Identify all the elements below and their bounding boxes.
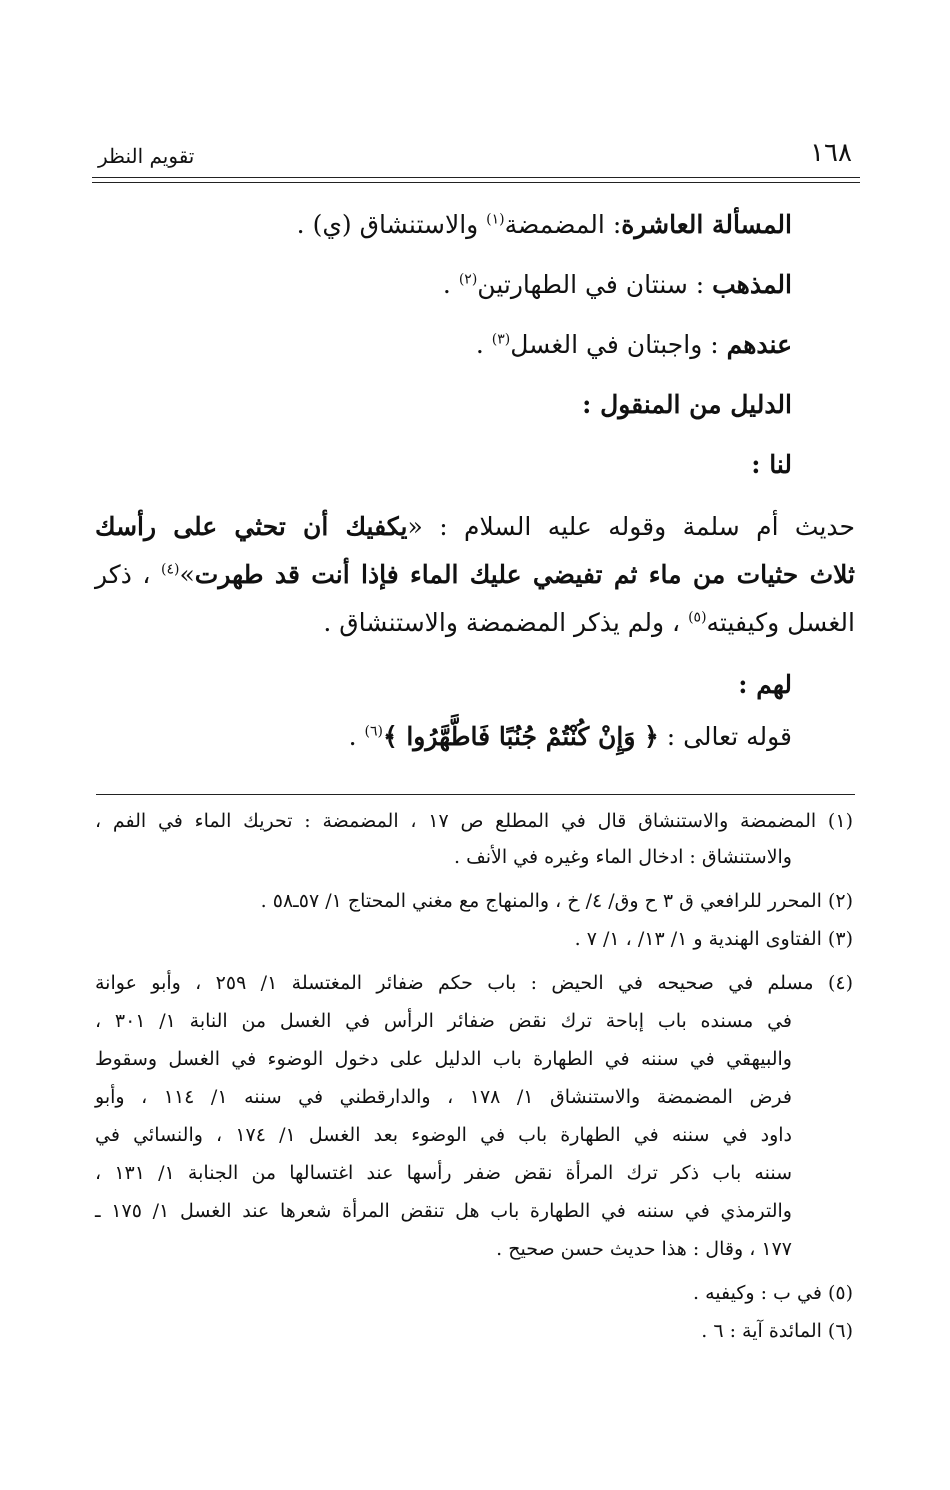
footnote-ref-5[interactable]: (٥) bbox=[688, 609, 707, 626]
footnote-1-line-2: والاستنشاق : ادخال الماء وغيره في الأنف . bbox=[453, 846, 792, 868]
footnote-4-line-6: سننه باب ذكر ترك المرأة نقض ضفر رأسها عند اغتسالها من الجنابة ١/ ١٣١ ، bbox=[95, 1162, 792, 1184]
indahum-end: . bbox=[475, 330, 492, 359]
footnote-ref-1[interactable]: (١) bbox=[486, 211, 505, 228]
page-number: ١٦٨ bbox=[810, 138, 852, 168]
verse-intro: قوله تعالى : bbox=[658, 722, 792, 751]
footnote-ref-3[interactable]: (٣) bbox=[491, 331, 511, 348]
footnote-6: (٦) المائدة آية : ٦ . bbox=[701, 1320, 853, 1342]
indahum-line bbox=[95, 330, 792, 359]
footnote-4-line-3: والبيهقي في سننه في الطهارة باب الدليل على دخول الوضوء في الغسل وسقوط bbox=[95, 1048, 792, 1070]
footnote-4-line-4: فرض المضمضة والاستنشاق ١/ ١٧٨ ، والدارقطني في سننه ١/ ١١٤ ، وأبو bbox=[95, 1086, 792, 1108]
running-title: تقويم النظر bbox=[98, 144, 195, 168]
footnote-ref-4[interactable]: (٤) bbox=[161, 561, 180, 578]
hadith-intro: حديث أم سلمة وقوله عليه السلام : « bbox=[407, 512, 856, 541]
hadith-quote-1: يكفيك أن تحثي على رأسك bbox=[95, 512, 408, 541]
issue-label: المسألة العاشرة bbox=[621, 210, 792, 239]
lahum-heading-line bbox=[95, 670, 792, 699]
footnote-4-line-7: والترمذي في سننه في الطهارة باب هل تنقض المرأة شعرها عند الغسل ١/ ١٧٥ ـ bbox=[95, 1200, 792, 1222]
paragraph-line-1 bbox=[95, 512, 855, 541]
issue-line bbox=[95, 210, 792, 239]
evidence-heading: الدليل من المنقول : bbox=[582, 390, 792, 419]
paragraph-line-3 bbox=[95, 608, 855, 637]
quote-close: » bbox=[179, 560, 195, 589]
madhab-text: : سنتان في الطهارتين bbox=[477, 270, 713, 299]
paragraph-text-3b: ، ولم يذكر المضمضة والاستنشاق . bbox=[323, 608, 689, 637]
footnote-4-line-1: (٤) مسلم في صحيحه في الحيض : باب حكم ضفائر المغتسلة ١/ ٢٥٩ ، وأبو عوانة bbox=[95, 972, 853, 994]
footnote-1-line-1: (١) المضمضة والاستنشاق قال في المطلع ص ١٧ ، المضمضة : تحريك الماء في الفم ، bbox=[95, 810, 853, 832]
footnote-2: (٢) المحرر للرافعي ق ٣ ح وق/ ٤/ خ ، والمنهاج مع مغني المحتاج ١/ ٥٧ـ٥٨ . bbox=[260, 890, 853, 912]
footnote-ref-6[interactable]: (٦) bbox=[364, 723, 383, 740]
hadith-quote-2: ثلاث حثيات من ماء ثم تفيضي عليك الماء فإذا أنت قد طهرت bbox=[194, 560, 855, 589]
lahum-heading: لهم : bbox=[738, 670, 792, 699]
verse-end: . bbox=[348, 722, 365, 751]
indahum-label: عندهم bbox=[726, 330, 792, 359]
footnote-separator bbox=[96, 794, 855, 795]
footnote-5: (٥) في ب : وكيفيه . bbox=[693, 1282, 853, 1304]
footnote-4-line-5: داود في سننه في الطهارة باب في الوضوء بعد الغسل ١/ ١٧٤ ، والنسائي في bbox=[95, 1124, 792, 1146]
lana-heading-line bbox=[95, 450, 792, 479]
paragraph-line-2 bbox=[95, 560, 855, 589]
paragraph-text-3a: الغسل وكيفيته bbox=[706, 608, 855, 637]
lana-heading: لنا : bbox=[751, 450, 792, 479]
verse-line bbox=[95, 722, 792, 751]
evidence-heading-line bbox=[95, 390, 792, 419]
quran-verse: ﴿ وَإِنْ كُنْتُمْ جُنُبًا فَاطَّهَّرُوا ﴾ bbox=[382, 722, 659, 751]
indahum-text: : واجبتان في الغسل bbox=[510, 330, 727, 359]
header-rule bbox=[92, 177, 860, 178]
madhab-end: . bbox=[442, 270, 459, 299]
footnote-ref-2[interactable]: (٢) bbox=[458, 271, 478, 288]
issue-text: : المضمضة bbox=[504, 210, 622, 239]
footnote-4-line-2: في مسنده باب إباحة ترك نقض ضفائر الرأس في الغسل من النابة ١/ ٣٠١ ، bbox=[95, 1010, 792, 1032]
paragraph-text-2: ، ذكر bbox=[95, 560, 162, 589]
madhab-label: المذهب bbox=[712, 270, 792, 299]
madhab-line bbox=[95, 270, 792, 299]
issue-text-2: والاستنشاق (ي) . bbox=[296, 210, 487, 239]
header-rule-secondary bbox=[92, 182, 860, 183]
footnote-4-line-8: ١٧٧ ، وقال : هذا حديث حسن صحيح . bbox=[496, 1238, 792, 1260]
footnote-3: (٣) الفتاوى الهندية و ١/ ١٣/ ، ١/ ٧ . bbox=[574, 928, 853, 950]
